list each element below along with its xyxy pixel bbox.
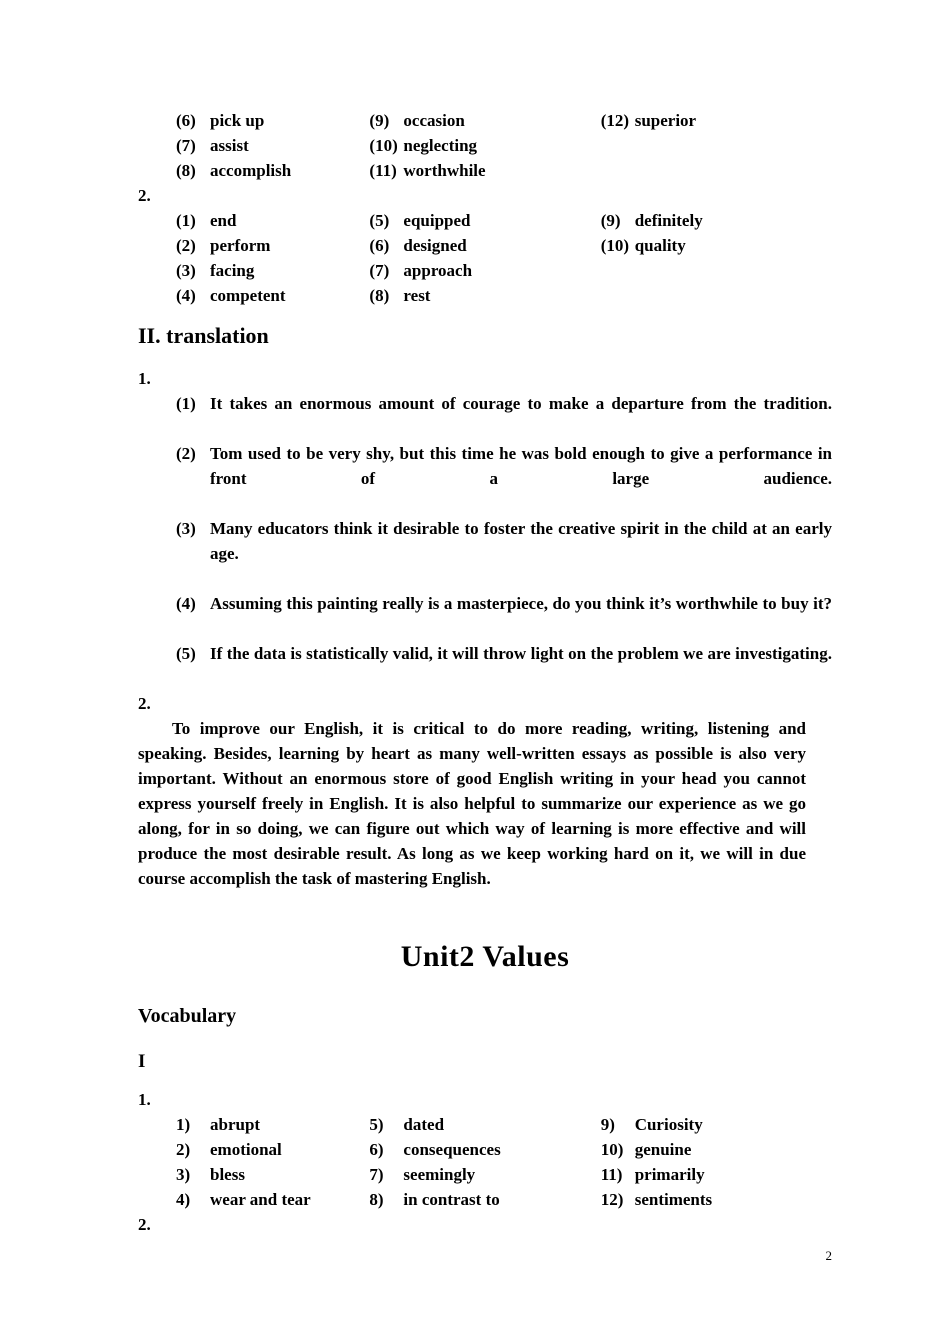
word-marker: 10) <box>600 1140 624 1159</box>
word-text: emotional <box>210 1140 282 1159</box>
word-text: worthwhile <box>403 161 486 180</box>
word-text: seemingly <box>403 1165 476 1184</box>
word-entry <box>601 208 832 233</box>
sentence-marker: (1) <box>176 394 196 413</box>
translation-part-2-number: 2. <box>138 694 151 713</box>
word-text: approach <box>403 261 473 280</box>
word-text: competent <box>210 286 286 305</box>
sentence-text: It takes an enormous amount of courage to make a departure from the tradition. <box>210 394 832 413</box>
word-marker: (7) <box>369 261 390 280</box>
roman-numeral-heading: I <box>138 1051 146 1072</box>
spacer <box>138 977 832 1003</box>
translation-sentence <box>138 591 832 641</box>
translation-paragraph: To improve our English, it is critical to do more reading, writing, listening and speaking. Besides, learning by heart as many well-written essays as possible is also very important. Without an enormous store of good English writing in your head you cannot express yourself freely in English. It is also helpful to summarize our experience as we go along, for in so doing, we can figure out which way of learning is more effective and will produce the most desirable result. As long as we keep working hard on it, we will in due course accomplish the task of mastering English. <box>138 719 806 888</box>
sentence-marker: (5) <box>176 644 196 663</box>
word-marker: (10) <box>369 136 398 155</box>
word-marker: (3) <box>176 261 196 280</box>
translation-sentence <box>138 641 832 691</box>
word-entry <box>369 258 600 283</box>
word-marker: 6) <box>369 1140 384 1159</box>
word-marker: 7) <box>369 1165 384 1184</box>
word-text: superior <box>634 111 697 130</box>
word-entry <box>138 108 369 133</box>
word-entry <box>369 1137 600 1162</box>
word-text: end <box>210 211 237 230</box>
unit2-section-2-number: 2. <box>138 1215 151 1234</box>
word-marker: 11) <box>600 1165 623 1184</box>
word-marker: 2) <box>176 1140 191 1159</box>
word-entry <box>601 1187 832 1212</box>
word-row <box>138 1112 832 1137</box>
word-text: occasion <box>403 111 465 130</box>
word-text: rest <box>403 286 431 305</box>
unit2-vocab-grid <box>138 1112 832 1212</box>
word-entry <box>138 208 369 233</box>
word-entry <box>138 283 369 308</box>
word-entry <box>601 1162 832 1187</box>
word-entry <box>601 233 832 258</box>
word-entry <box>369 1112 600 1137</box>
word-marker: (8) <box>176 161 196 180</box>
translation-sentence <box>138 441 832 516</box>
word-entry <box>138 133 369 158</box>
word-marker: (5) <box>369 211 390 230</box>
word-row <box>138 258 832 283</box>
word-row <box>138 208 832 233</box>
sentence-marker: (3) <box>176 519 196 538</box>
word-text: accomplish <box>210 161 292 180</box>
unit2-section-1-number: 1. <box>138 1090 151 1109</box>
word-entry <box>369 158 600 183</box>
word-row <box>138 233 832 258</box>
spacer <box>138 891 832 937</box>
word-text: wear and tear <box>210 1190 311 1209</box>
word-text: pick up <box>210 111 265 130</box>
word-marker: 5) <box>369 1115 384 1134</box>
word-entry <box>601 1137 832 1162</box>
word-entry <box>138 258 369 283</box>
word-row <box>138 1162 832 1187</box>
vocab-continuation-grid <box>138 108 832 183</box>
word-marker: (10) <box>600 236 630 255</box>
word-entry <box>138 233 369 258</box>
word-marker: (2) <box>176 236 196 255</box>
word-marker: 4) <box>176 1190 191 1209</box>
translation-heading: II. translation <box>138 323 269 348</box>
sentence-marker: (4) <box>176 594 196 613</box>
translation-sentence <box>138 391 832 441</box>
word-text: genuine <box>634 1140 692 1159</box>
word-entry <box>369 208 600 233</box>
word-text: primarily <box>634 1165 705 1184</box>
sentence-text: Tom used to be very shy, but this time he was bold enough to give a performance in front of a large audience. <box>210 444 832 488</box>
word-text: assist <box>210 136 249 155</box>
word-text: quality <box>634 236 686 255</box>
word-entry <box>369 1162 600 1187</box>
vocabulary-heading: Vocabulary <box>138 1005 237 1027</box>
word-entry <box>138 158 369 183</box>
word-marker: (9) <box>369 111 390 130</box>
vocab-section-2-grid <box>138 208 832 308</box>
spacer <box>138 350 832 366</box>
word-text: Curiosity <box>634 1115 703 1134</box>
translation-part-1-number: 1. <box>138 369 151 388</box>
word-text: facing <box>210 261 255 280</box>
word-marker: (4) <box>176 286 196 305</box>
word-row <box>138 133 832 158</box>
spacer <box>138 1029 832 1049</box>
word-marker: (7) <box>176 136 196 155</box>
translation-sentence <box>138 516 832 591</box>
word-entry <box>369 233 600 258</box>
word-marker: 9) <box>600 1115 615 1134</box>
word-marker: (12) <box>600 111 630 130</box>
word-entry <box>138 1137 369 1162</box>
word-marker: 12) <box>600 1190 624 1209</box>
word-text: designed <box>403 236 467 255</box>
word-row <box>138 158 832 183</box>
word-marker: 8) <box>369 1190 384 1209</box>
word-entry <box>601 108 832 133</box>
word-entry <box>138 1162 369 1187</box>
word-text: dated <box>403 1115 445 1134</box>
page-number: 2 <box>825 1248 832 1263</box>
word-text: consequences <box>403 1140 501 1159</box>
word-marker: (6) <box>369 236 390 255</box>
word-marker: 1) <box>176 1115 191 1134</box>
word-row <box>138 1137 832 1162</box>
word-row <box>138 108 832 133</box>
translation-sentence-list <box>138 391 832 691</box>
word-entry <box>601 1112 832 1137</box>
word-marker: (6) <box>176 111 196 130</box>
word-entry <box>369 133 600 158</box>
sentence-marker: (2) <box>176 444 196 463</box>
word-text: bless <box>210 1165 245 1184</box>
word-text: perform <box>210 236 271 255</box>
word-text: neglecting <box>403 136 478 155</box>
word-row <box>138 1187 832 1212</box>
word-entry <box>138 1112 369 1137</box>
spacer <box>138 1075 832 1087</box>
word-entry <box>369 108 600 133</box>
sentence-text: Assuming this painting really is a masterpiece, do you think it’s worthwhile to buy it? <box>210 594 832 613</box>
word-entry <box>138 1187 369 1212</box>
word-marker: (1) <box>176 211 196 230</box>
vocab-section-2-number: 2. <box>138 186 151 205</box>
word-text: abrupt <box>210 1115 261 1134</box>
sentence-text: If the data is statistically valid, it will throw light on the problem we are investigating. <box>210 644 832 663</box>
word-entry <box>369 1187 600 1212</box>
word-marker: (8) <box>369 286 390 305</box>
word-entry <box>369 283 600 308</box>
word-text: definitely <box>634 211 703 230</box>
word-text: equipped <box>403 211 471 230</box>
unit-title: Unit2 Values <box>400 940 570 973</box>
word-marker: 3) <box>176 1165 191 1184</box>
word-text: in contrast to <box>403 1190 500 1209</box>
word-text: sentiments <box>634 1190 713 1209</box>
sentence-text: Many educators think it desirable to foster the creative spirit in the child at an early age. <box>210 519 832 563</box>
word-marker: (9) <box>600 211 621 230</box>
word-row <box>138 283 832 308</box>
word-marker: (11) <box>369 161 397 180</box>
